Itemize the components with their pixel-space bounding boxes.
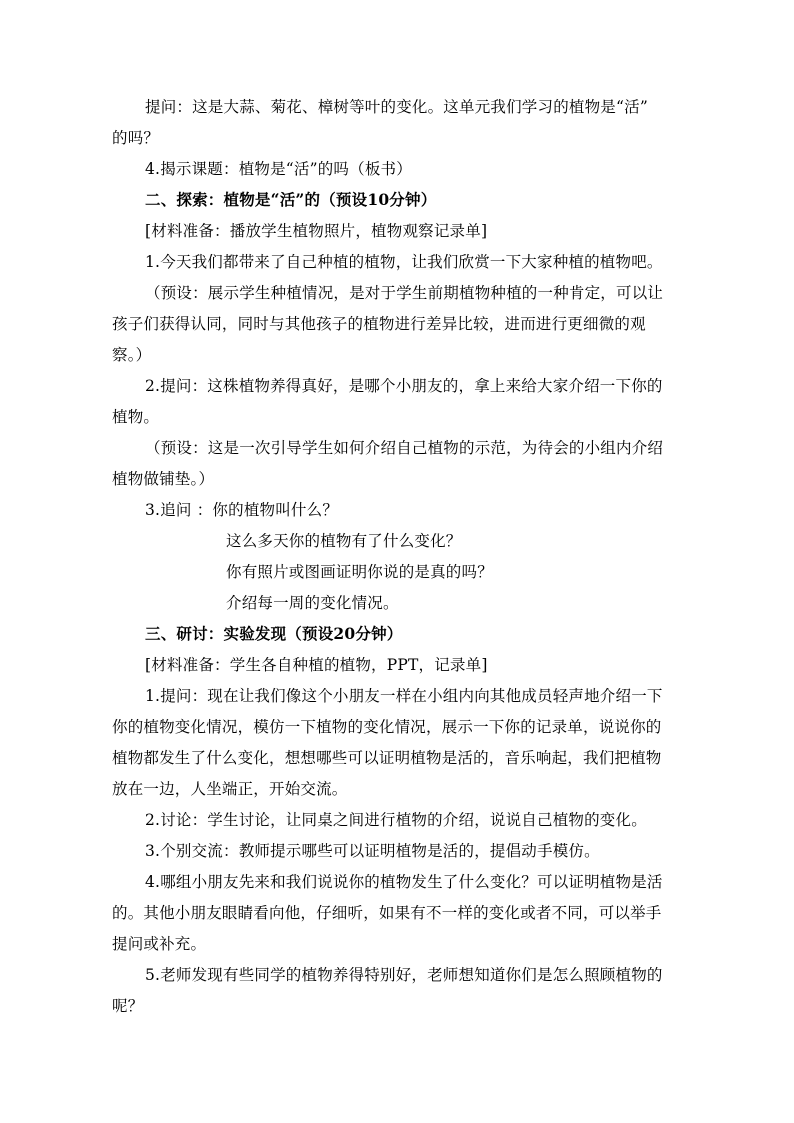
paragraph-line: 植物做铺垫。） [112, 470, 215, 488]
paragraph-line: 3.个别交流：教师提示哪些可以证明植物是活的，提倡动手模仿。 [145, 842, 600, 860]
paragraph-line: 4.揭示课题：植物是“活”的吗（板书） [145, 160, 412, 178]
materials-note: [材料准备：学生各自种植的植物，PPT，记录单] [145, 656, 488, 674]
paragraph-line: 2.讨论：学生讨论，让同桌之间进行植物的介绍，说说自己植物的变化。 [145, 811, 647, 829]
paragraph-line: 5.老师发现有些同学的植物养得特别好，老师想知道你们是怎么照顾植物的 [145, 966, 663, 984]
paragraph-line: 4.哪组小朋友先来和我们说说你的植物发生了什么变化？可以证明植物是活 [145, 873, 663, 891]
paragraph-line: 的。其他小朋友眼睛看向他，仔细听，如果有不一样的变化或者不同，可以举手 [112, 904, 662, 922]
paragraph-line: 3.追问 ：你的植物叫什么？ [145, 501, 339, 519]
paragraph-line: 提问或补充。 [112, 935, 207, 953]
paragraph-line: 提问：这是大蒜、菊花、樟树等叶的变化。这单元我们学习的植物是“活” [145, 98, 648, 116]
paragraph-line: （预设：展示学生种植情况，是对于学生前期植物种植的一种肯定，可以让 [145, 284, 664, 302]
paragraph-line: 放在一边，人坐端正，开始交流。 [112, 780, 348, 798]
paragraph-line: 察。） [112, 346, 152, 364]
section-heading: 二、探索：植物是“活”的（预设10分钟） [145, 190, 437, 209]
paragraph-line: 植物都发生了什么变化，想想哪些可以证明植物是活的，音乐响起，我们把植物 [112, 749, 662, 767]
section-heading: 三、研讨：实验发现（预设20分钟） [145, 624, 403, 643]
paragraph-line: 你有照片或图画证明你说的是真的吗？ [226, 563, 493, 581]
paragraph-line: 你的植物变化情况，模仿一下植物的变化情况，展示一下你的记录单，说说你的 [112, 718, 662, 736]
paragraph-line: 1.今天我们都带来了自己种植的植物，让我们欣赏一下大家种植的植物吧。 [145, 253, 663, 271]
paragraph-line: 这么多天你的植物有了什么变化？ [226, 532, 462, 550]
materials-note: [材料准备：播放学生植物照片，植物观察记录单] [145, 222, 488, 240]
paragraph-line: 孩子们获得认同，同时与其他孩子的植物进行差异比较，进而进行更细微的观 [112, 315, 646, 333]
paragraph-line: 呢？ [112, 997, 144, 1015]
paragraph-line: （预设：这是一次引导学生如何介绍自己植物的示范，为待会的小组内介绍 [145, 439, 664, 457]
paragraph-line: 植物。 [112, 408, 160, 426]
paragraph-line: 介绍每一周的变化情况。 [226, 594, 399, 612]
paragraph-line: 的吗？ [112, 129, 160, 147]
paragraph-line: 1.提问：现在让我们像这个小朋友一样在小组内向其他成员轻声地介绍一下 [145, 687, 663, 705]
paragraph-line: 2.提问：这株植物养得真好，是哪个小朋友的，拿上来给大家介绍一下你的 [145, 377, 663, 395]
